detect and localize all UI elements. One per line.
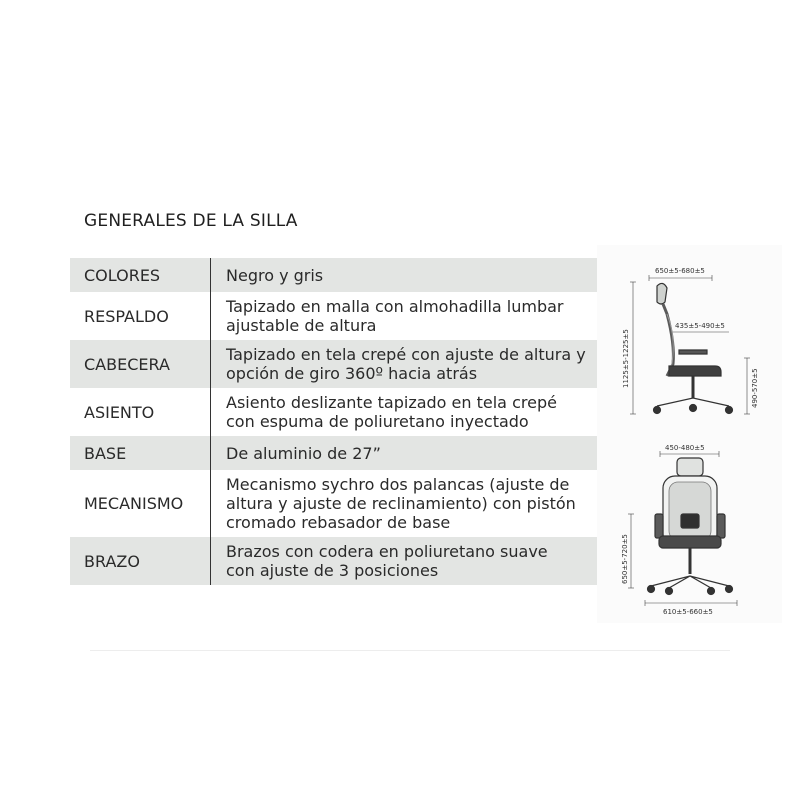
- spec-label: ASIENTO: [70, 388, 211, 436]
- spec-value: Tapizado en malla con almohadilla lumbar ajustable de altura: [226, 297, 564, 335]
- spec-label: MECANISMO: [70, 470, 211, 537]
- spec-row-mecanismo: [70, 470, 597, 537]
- spec-row-cabecera: [70, 340, 597, 388]
- spec-value: Brazos con codera en poliuretano suave con ajuste de 3 posiciones: [226, 542, 548, 580]
- spec-table: [70, 258, 597, 585]
- spec-label: CABECERA: [70, 340, 211, 388]
- chair-side-icon: [654, 283, 733, 413]
- chair-front-view-diagram: [597, 436, 782, 626]
- side-height-dimension: 1125±5-1225±5: [622, 329, 630, 388]
- bottom-divider: [90, 650, 730, 651]
- spec-value: Mecanismo sychro dos palancas (ajuste de altura y ajuste de reclinamiento) con pistón cromado rebasador de base: [226, 475, 576, 532]
- spec-value: De aluminio de 27”: [226, 443, 381, 463]
- spec-value: Asiento deslizante tapizado en tela crepé con espuma de poliuretano inyectado: [226, 393, 557, 431]
- front-base-dimension: 610±5-660±5: [663, 608, 713, 616]
- front-arm-height-dimension: 650±5-720±5: [621, 534, 629, 584]
- spec-value: Negro y gris: [226, 265, 324, 285]
- spec-row-asiento: [70, 388, 597, 436]
- spec-label: RESPALDO: [70, 292, 211, 340]
- chair-side-view-diagram: [597, 258, 782, 428]
- page-title: GENERALES DE LA SILLA: [84, 211, 298, 231]
- spec-row-brazo: [70, 537, 597, 585]
- side-depth-dimension: 650±5-680±5: [655, 267, 705, 275]
- spec-label: BASE: [70, 436, 211, 470]
- chair-front-icon: [648, 458, 733, 595]
- side-seat-depth-dimension: 435±5-490±5: [675, 322, 725, 330]
- spec-row-base: [70, 436, 597, 470]
- side-seat-height-dimension: 490-570±5: [751, 368, 759, 408]
- front-width-dimension: 450-480±5: [665, 444, 705, 452]
- spec-row-colores: [70, 258, 597, 292]
- spec-value: Tapizado en tela crepé con ajuste de altura y opción de giro 360º hacia atrás: [226, 345, 586, 383]
- spec-label: BRAZO: [70, 537, 211, 585]
- spec-label: COLORES: [70, 258, 211, 292]
- spec-row-respaldo: [70, 292, 597, 340]
